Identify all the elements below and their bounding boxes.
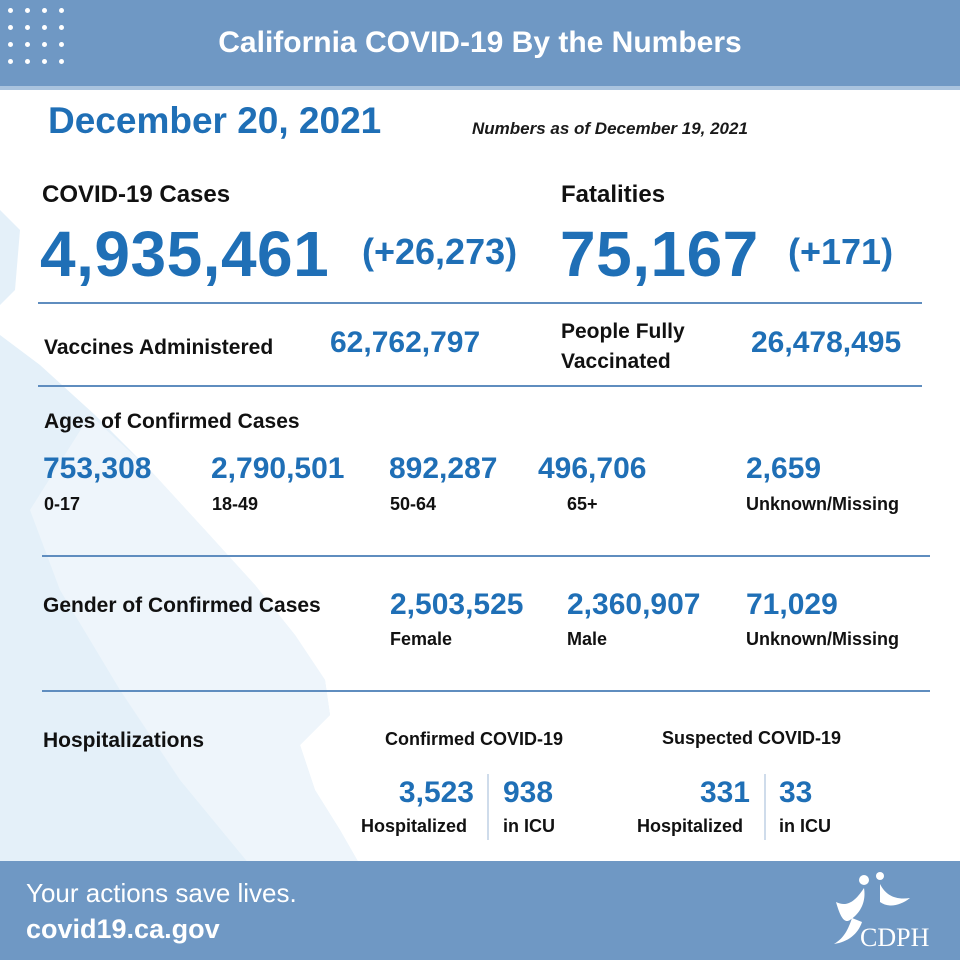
dot-grid-dot [59,8,64,13]
fully-vaccinated-label-line1: People Fully [561,320,685,343]
age-label-0-17: 0-17 [44,494,81,514]
gender-value-male: 2,360,907 [567,588,701,621]
gender-value-unknown: 71,029 [746,588,838,621]
suspected-title: Suspected COVID-19 [662,728,842,748]
gender-value-female: 2,503,525 [390,588,524,621]
fully-vaccinated-value: 26,478,495 [751,326,902,359]
age-value-50-64: 892,287 [389,452,498,485]
column-divider [764,774,766,840]
cases-label: COVID-19 Cases [42,181,231,208]
divider [42,555,930,557]
gender-label-male: Male [567,629,608,649]
vaccines-label: Vaccines Administered [44,336,274,359]
age-label-18-49: 18-49 [212,494,259,514]
gender-label-unknown: Unknown/Missing [746,629,899,649]
fully-vaccinated-label-line2: Vaccinated [561,350,671,373]
vaccines-value: 62,762,797 [330,326,481,359]
cdph-logo-text: CDPH [860,923,930,952]
footer-banner [0,861,960,960]
cases-value: 4,935,461 [40,218,330,290]
suspected-hospitalized-value: 331 [699,776,750,809]
fatalities-delta: (+171) [788,231,894,272]
tagline: Your actions save lives. [26,878,297,908]
suspected-icu-value: 33 [779,776,813,809]
suspected-hospitalized-label: Hospitalized [637,816,744,836]
age-value-65-plus: 496,706 [538,452,647,485]
age-value-0-17: 753,308 [43,452,152,485]
age-label-50-64: 50-64 [390,494,437,514]
divider [38,302,922,304]
dot-grid-dot [42,8,47,13]
ages-label: Ages of Confirmed Cases [44,410,300,433]
fatalities-value: 75,167 [560,218,759,290]
suspected-icu-label: in ICU [779,816,831,836]
dot-grid-dot [8,8,13,13]
as-of-note: Numbers as of December 19, 2021 [472,119,748,138]
confirmed-icu-label: in ICU [503,816,555,836]
column-divider [487,774,489,840]
page-title: California COVID-19 By the Numbers [218,26,742,59]
age-label-unknown: Unknown/Missing [746,494,899,514]
gender-label-female: Female [390,629,453,649]
cases-delta: (+26,273) [362,231,518,272]
header-banner [0,0,960,86]
report-date: December 20, 2021 [48,100,382,141]
confirmed-title: Confirmed COVID-19 [385,729,564,749]
age-value-unknown: 2,659 [746,452,822,485]
fatalities-label: Fatalities [561,181,666,208]
age-value-18-49: 2,790,501 [211,452,345,485]
cdph-logo-icon [822,868,938,952]
website-link[interactable]: covid19.ca.gov [26,914,220,944]
confirmed-hospitalized-value: 3,523 [398,776,474,809]
gender-label: Gender of Confirmed Cases [43,594,321,617]
confirmed-icu-value: 938 [503,776,554,809]
divider [42,690,930,692]
confirmed-hospitalized-label: Hospitalized [361,816,468,836]
age-label-65-plus: 65+ [567,494,598,514]
hospitalizations-label: Hospitalizations [43,729,205,752]
divider [38,385,922,387]
dot-grid-dot [25,8,30,13]
